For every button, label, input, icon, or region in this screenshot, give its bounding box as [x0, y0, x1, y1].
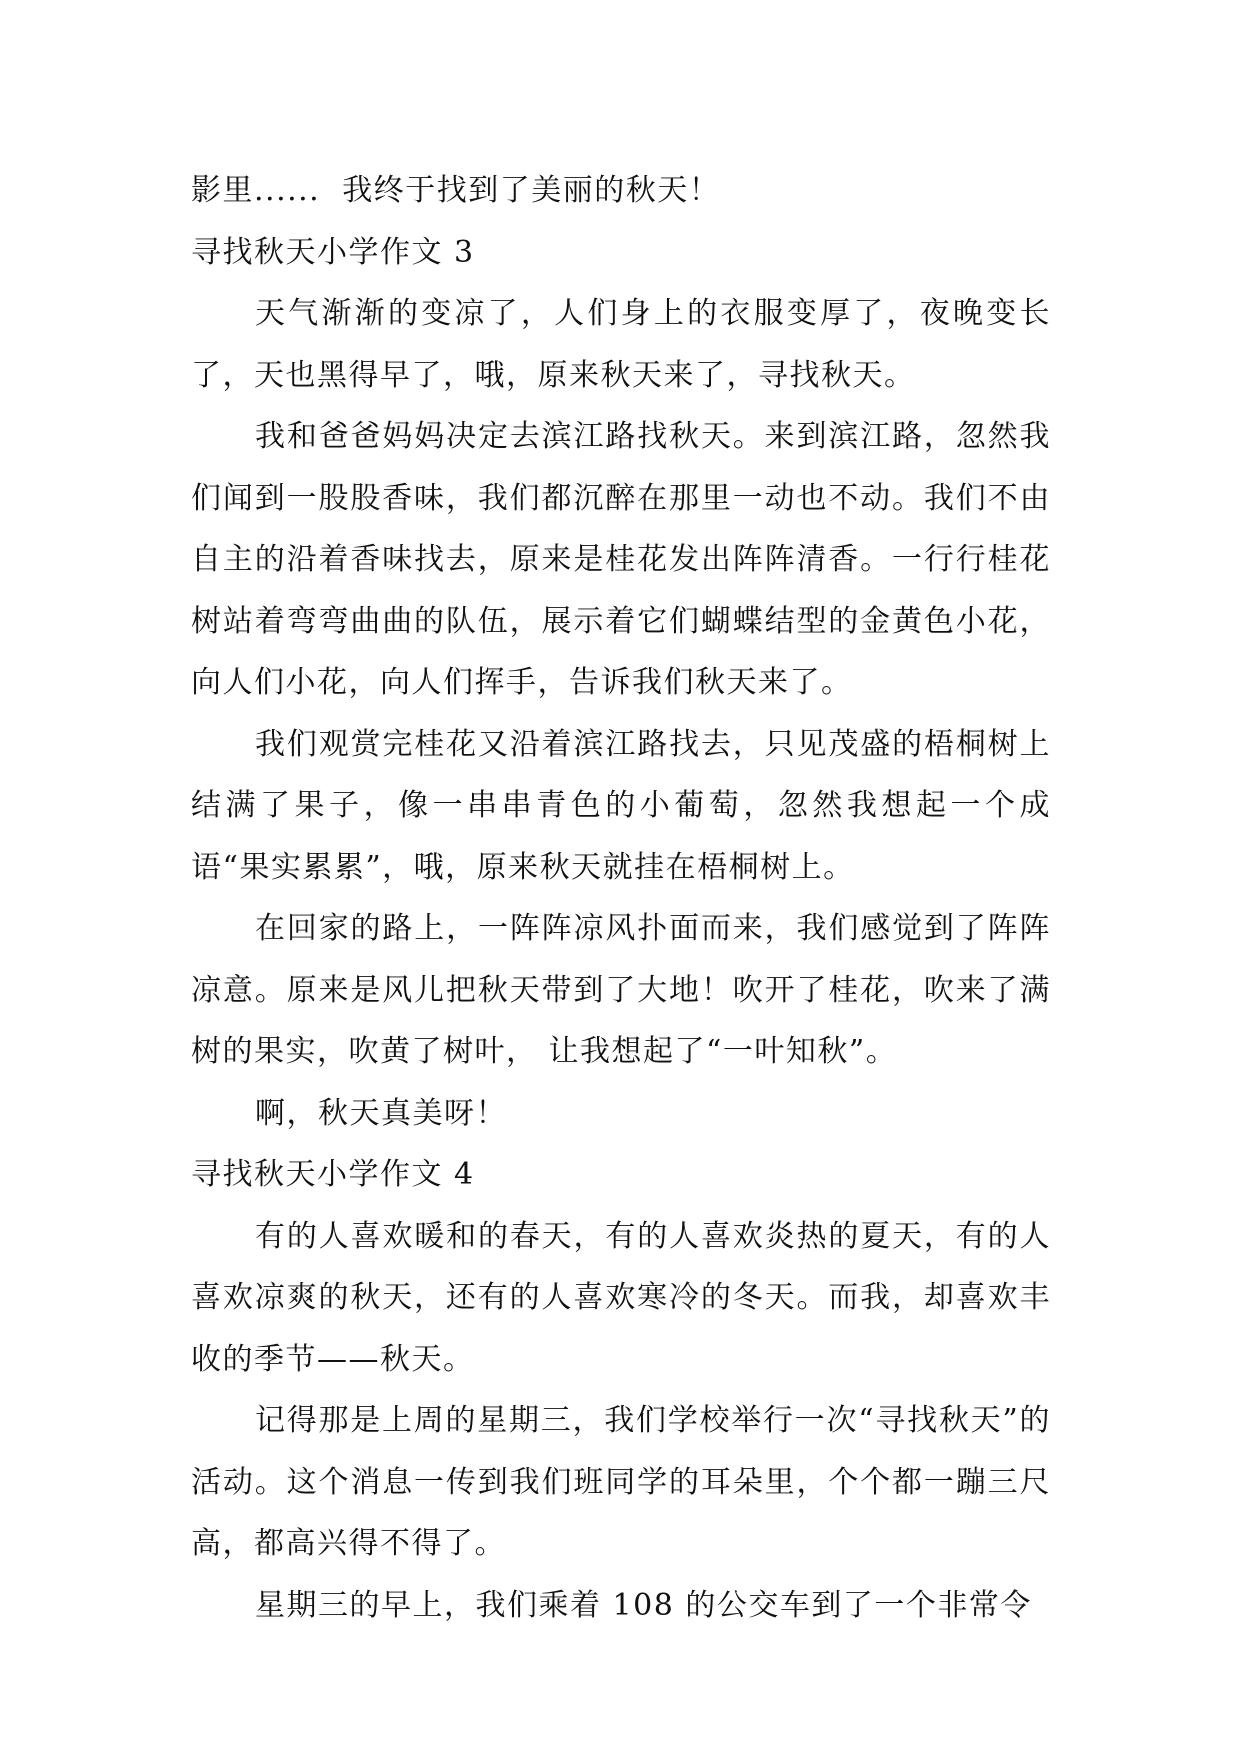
section-3-paragraph-2: 我和爸爸妈妈决定去滨江路找秋天。来到滨江路，忽然我们闻到一股股香味，我们都沉醉在那里一动也不动。我们不由自主的沿着香味找去，原来是桂花发出阵阵清香。一行行桂花树站着弯弯曲曲的队伍，展示着它们蝴蝶结型的金黄色小花，向人们小花，向人们挥手，告诉我们秋天来了。: [191, 419, 1051, 700]
document-page: [191, 160, 1051, 1636]
section-3-paragraph-4: 在回家的路上，一阵阵凉风扑面而来，我们感觉到了阵阵凉意。原来是风儿把秋天带到了大地！吹开了桂花，吹来了满树的果实，吹黄了树叶， 让我想起了“一叶知秋”。: [191, 911, 1051, 1069]
section-3-paragraph-3: 我们观赏完桂花又沿着滨江路找去，只见茂盛的梧桐树上结满了果子，像一串串青色的小葡萄，忽然我想起一个成语“果实累累”，哦，原来秋天就挂在梧桐树上。: [191, 726, 1051, 885]
section-4-paragraph-2: 记得那是上周的星期三，我们学校举行一次“寻找秋天”的活动。这个消息一传到我们班同学的耳朵里，个个都一蹦三尺高，都高兴得不得了。: [191, 1403, 1051, 1561]
section-3-paragraph-1: 天气渐渐的变凉了，人们身上的衣服变厚了，夜晚变长了，天也黑得早了，哦，原来秋天来了，寻找秋天。: [191, 296, 1051, 393]
section-4-title: 寻找秋天小学作文 4: [191, 1157, 475, 1192]
section-4-paragraph-1: 有的人喜欢暖和的春天，有的人喜欢炎热的夏天，有的人喜欢凉爽的秋天，还有的人喜欢寒冷的冬天。而我，却喜欢丰收的季节——秋天。: [191, 1218, 1051, 1377]
section-3-title: 寻找秋天小学作文 3: [191, 234, 475, 270]
section-3-paragraph-5: 啊，秋天真美呀！: [255, 1095, 507, 1131]
opening-line: 影里...... 我终于找到了美丽的秋天！: [191, 173, 721, 208]
section-4-paragraph-3: 星期三的早上，我们乘着 108 的公交车到了一个非常令: [255, 1587, 1032, 1623]
